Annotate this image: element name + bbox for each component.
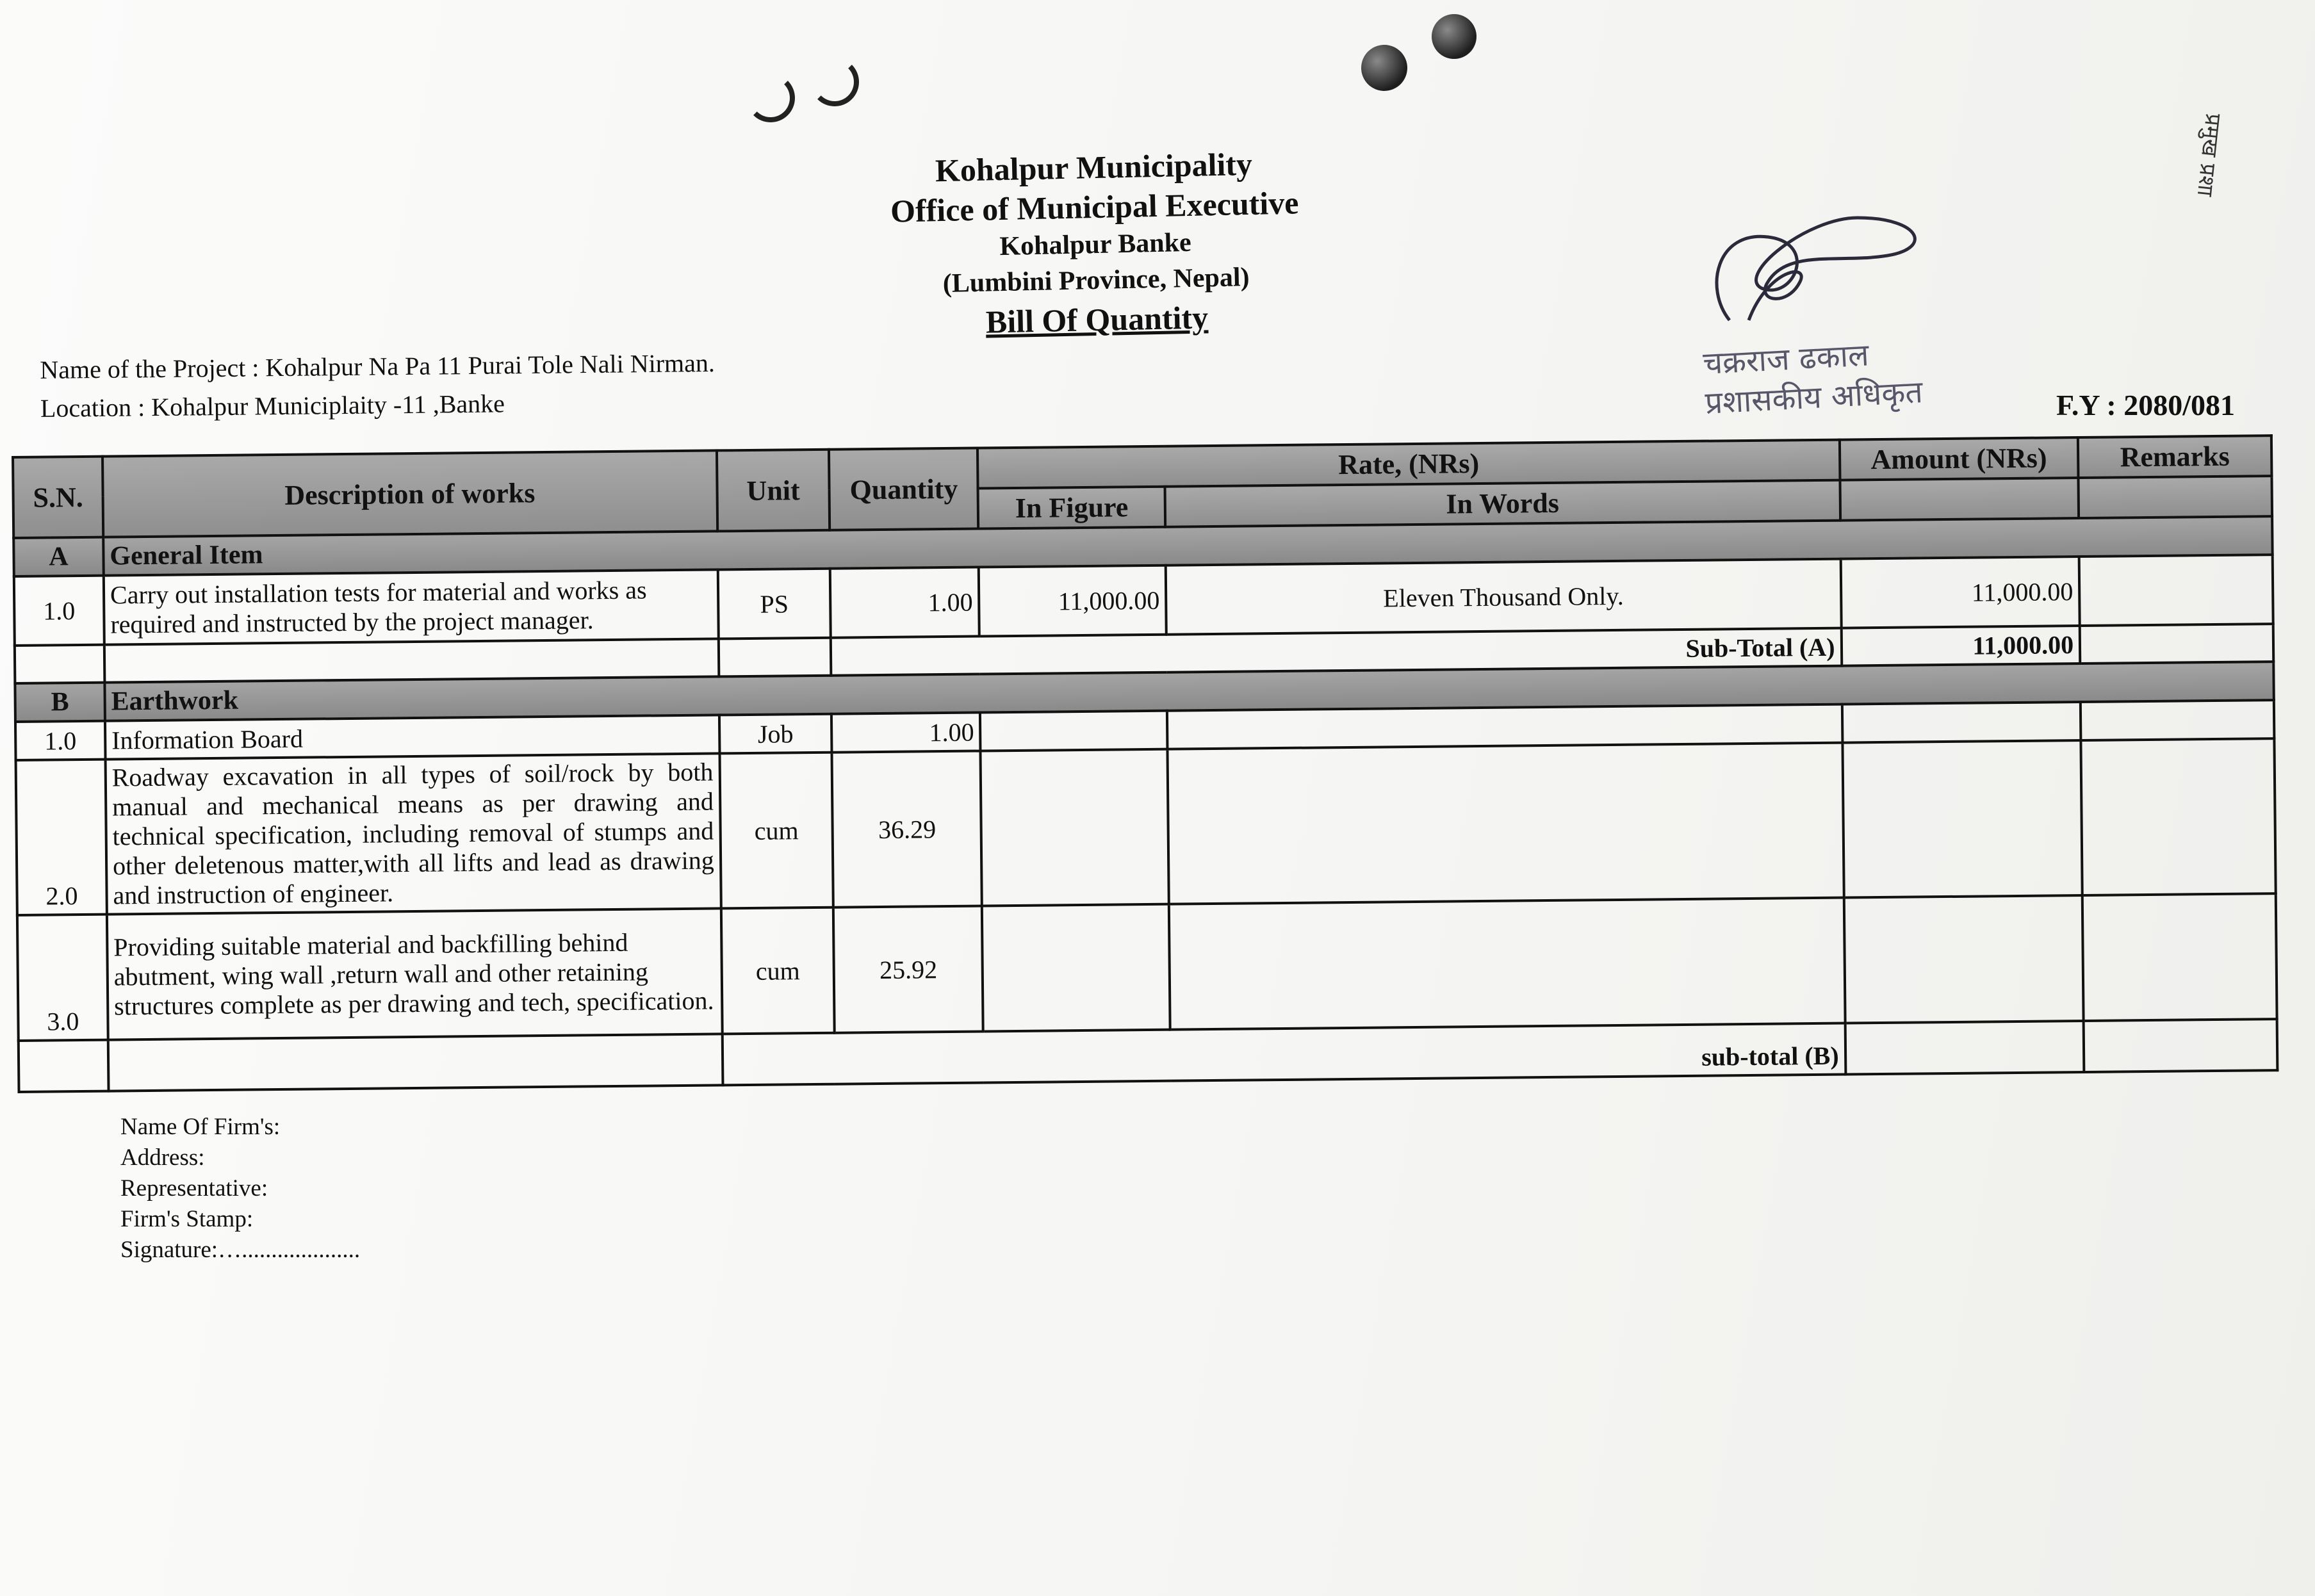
subtotal-b-label: sub-total (B) (722, 1023, 1845, 1086)
document-title: Bill Of Quantity (985, 299, 1209, 340)
col-quantity: Quantity (829, 448, 978, 530)
col-description: Description of works (102, 450, 717, 537)
municipality-name: Kohalpur Municipality (935, 145, 1253, 189)
signature-icon (1691, 192, 1947, 346)
province: (Lumbini Province, Nepal) (942, 262, 1250, 298)
official-stamp: चक्रराज ढकाल प्रशासकीय अधिकृत (1702, 337, 1924, 421)
section-row-a: A General Item (13, 516, 2272, 576)
col-rate: Rate, (NRs) (978, 440, 1840, 489)
firm-signature-label: Signature:….................... (120, 1237, 361, 1263)
col-in-words: In Words (1165, 480, 1840, 527)
bill-of-quantity-table (12, 434, 2278, 1093)
paper-curl-mark (810, 58, 859, 106)
col-amount: Amount (NRs) (1839, 437, 2078, 480)
project-name: Name of the Project : Kohalpur Na Pa 11 Purai Tole Nali Nirman. (40, 348, 716, 384)
table-row: 2.0 Roadway excavation in all types of soil/rock by both manual and mechanical means as per drawing and technical specification, including removal of stumps and other deletenous matter,with all lifts and lead as drawing and instruction of engineer. cum 36.29 (16, 738, 2276, 915)
office-name: Office of Municipal Executive (890, 184, 1299, 229)
fiscal-year: F.Y : 2080/081 (2056, 389, 2235, 421)
col-remarks: Remarks (2078, 436, 2271, 478)
firm-representative-label: Representative: (120, 1175, 268, 1201)
col-in-figure: In Figure (978, 487, 1165, 529)
firm-address-label: Address: (120, 1144, 205, 1171)
table-row: 1.0 Carry out installation tests for material and works as required and instructed by the project manager. PS 1.00 11,000.00 Eleven Thousand Only. 11,000.00 (14, 555, 2273, 646)
paper-curl-mark (746, 74, 795, 122)
document-header (805, 142, 1386, 347)
firm-details (120, 1112, 360, 1266)
subtotal-a-value: 11,000.00 (1841, 626, 2080, 666)
firm-name-label: Name Of Firm's: (120, 1114, 281, 1140)
subtotal-b-value (1845, 1021, 2084, 1075)
project-info (40, 344, 716, 428)
edge-stamp-text: प्रमुख प्रशा (2191, 112, 2227, 198)
col-unit: Unit (717, 450, 830, 532)
col-sn: S.N. (13, 457, 103, 538)
punch-hole (1361, 45, 1407, 91)
firm-stamp-label: Firm's Stamp: (120, 1206, 254, 1232)
project-location: Location : Kohalpur Municiplaity -11 ,Banke (40, 389, 505, 423)
subtotal-a-label: Sub-Total (A) (831, 628, 1842, 676)
table-row: 1.0 Information Board Job 1.00 (15, 700, 2274, 760)
table-row: 3.0 Providing suitable material and backfilling behind abutment, wing wall ,return wall and other retaining structures complete as per drawing and tech, specification. cum 25.92 (17, 893, 2277, 1041)
section-row-b: B Earthwork (15, 662, 2273, 722)
office-location: Kohalpur Banke (999, 227, 1192, 262)
punch-hole (1432, 14, 1477, 59)
